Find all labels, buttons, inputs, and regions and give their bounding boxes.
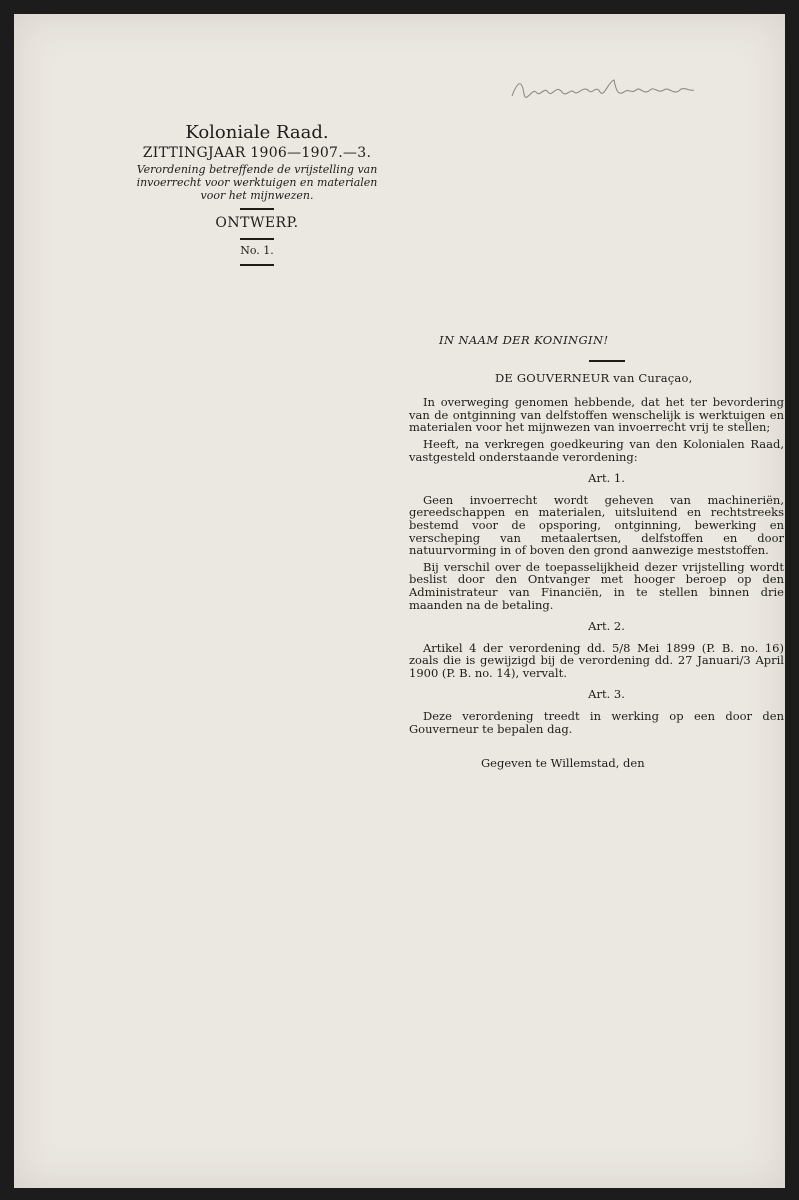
invocation: IN NAAM DER KONINGIN! (439, 333, 609, 347)
document-page (14, 14, 785, 1188)
article-heading: Art. 1. (588, 471, 625, 486)
document-number: No. 1. (240, 244, 274, 257)
council-title: Koloniale Raad. (185, 122, 329, 143)
article-paragraph: Geen invoerrecht wordt geheven van machineriën, gereedschappen en materialen, uitsluitend en rechtstreeks bestemd voor de opsporing, ontginning, bewerking en verscheping van metaalertsen, delfstoffen en door natuurvorming in of boven den grond aanwezige meststoffen. (409, 492, 784, 558)
ordinance-body (409, 334, 784, 770)
preamble-paragraph: In overweging genomen hebbende, dat het ter bevordering van de ontginning van delfstoffen wenschelijk is werktuigen en materialen voor het mijnwezen van invoerrecht vrij te stellen; (409, 395, 784, 435)
divider (240, 238, 274, 240)
article-paragraph: Artikel 4 der verordening dd. 5/8 Mei 1899 (P. B. no. 16) zoals die is gewijzigd bij de verordening dd. 27 Januari/3 April 1900 (P. B. no. 14), vervalt. (409, 640, 784, 680)
article-heading: Art. 2. (588, 619, 625, 634)
divider (240, 208, 274, 210)
handwritten-note-signature (508, 74, 698, 108)
article-heading: Art. 3. (588, 687, 625, 702)
preamble-paragraph: Heeft, na verkregen goedkeuring van den Kolonialen Raad, vastgesteld onderstaande verordening: (409, 436, 784, 464)
governor-line: DE GOUVERNEUR van Curaçao, (495, 370, 693, 385)
session-year: ZITTINGJAAR 1906—1907.—3. (142, 145, 372, 161)
divider (589, 360, 625, 362)
article-paragraph: Bij verschil over de toepasselijkheid dezer vrijstelling wordt beslist door den Ontvanger met hooger beroep op den Administrateur van Financiën, in te stellen binnen drie maanden na de betaling. (409, 559, 784, 612)
given-at-line: Gegeven te Willemstad, den (481, 756, 645, 771)
ordinance-description: Verordening betreffende de vrijstelling van invoerrecht voor werktuigen en materialen voor het mijnwezen. (136, 163, 378, 202)
divider (240, 264, 274, 266)
draft-label: ONTWERP. (215, 215, 299, 231)
document-header (132, 122, 382, 270)
article-paragraph: Deze verordening treedt in werking op een door den Gouverneur te bepalen dag. (409, 709, 784, 736)
